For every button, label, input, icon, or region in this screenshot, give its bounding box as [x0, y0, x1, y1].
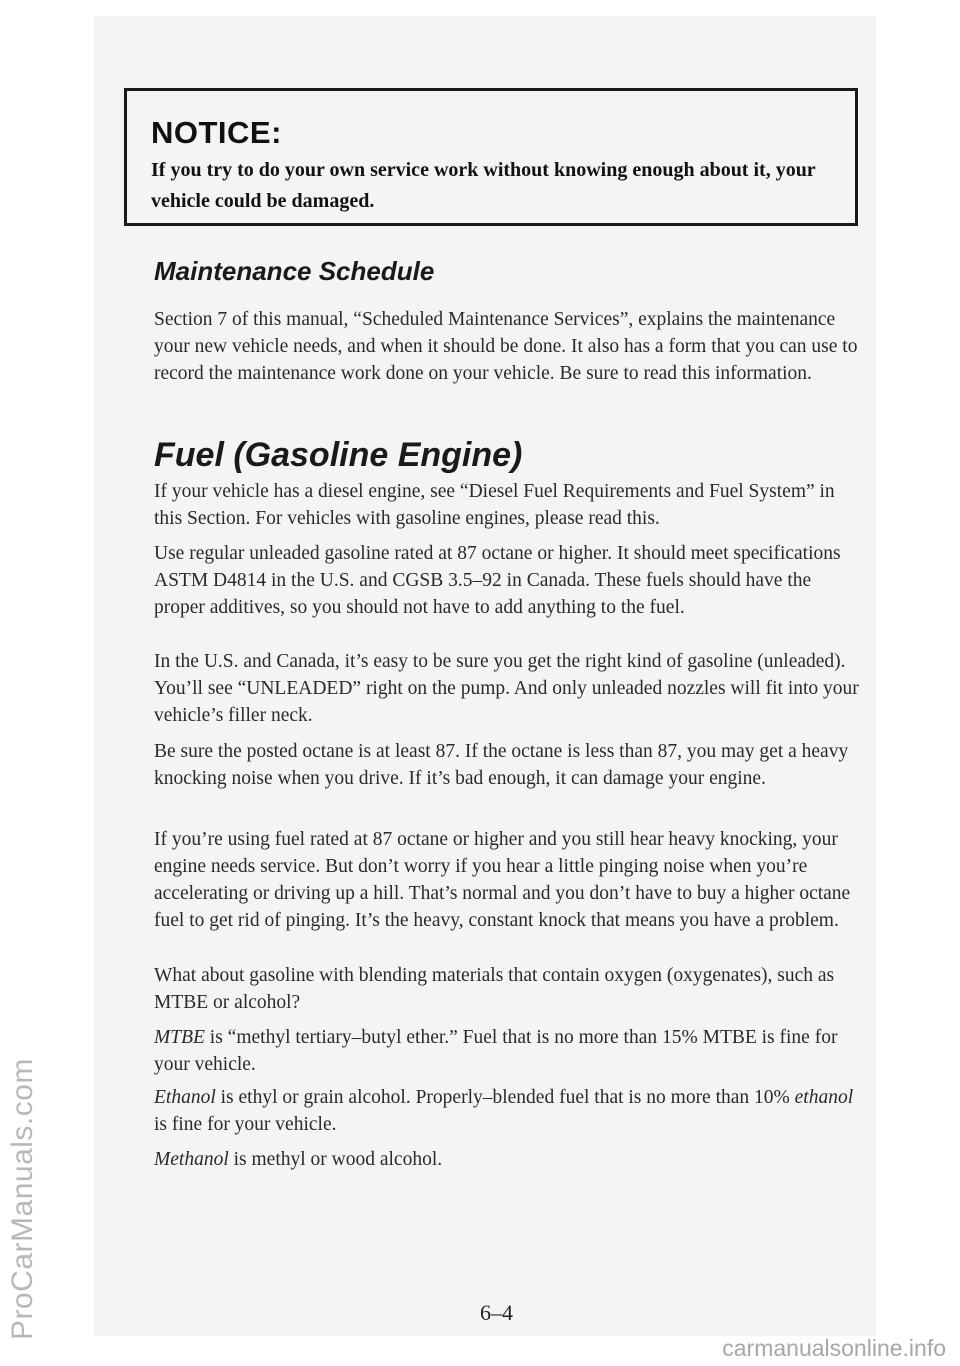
notice-title: NOTICE:	[151, 115, 282, 150]
methanol-text: is methyl or wood alcohol.	[228, 1149, 443, 1170]
page-number: 6–4	[480, 1300, 513, 1325]
ethanol-term: Ethanol	[154, 1087, 216, 1108]
notice-box	[124, 88, 858, 226]
fuel-heading: Fuel (Gasoline Engine)	[154, 436, 523, 474]
maintenance-paragraph: Section 7 of this manual, “Scheduled Maintenance Services”, explains the maintenance your new vehicle needs, and when it should be done. It also has a form that you can use to record the maintenance work done on your vehicle. Be sure to read this information.	[154, 309, 858, 384]
methanol-term: Methanol	[154, 1149, 229, 1170]
ethanol-paragraph	[154, 1084, 860, 1138]
methanol-paragraph	[154, 1146, 860, 1173]
ethanol-text-b: is fine for your vehicle.	[154, 1114, 337, 1135]
mtbe-paragraph	[154, 1024, 860, 1078]
fuel-paragraph-6: What about gasoline with blending materials that contain oxygen (oxygenates), such as MTBE or alcohol?	[154, 965, 835, 1013]
fuel-paragraph-3: In the U.S. and Canada, it’s easy to be sure you get the right kind of gasoline (unleaded). You’ll see “UNLEADED” right on the pump. And only unleaded nozzles will fit into your vehicle’s filler neck.	[154, 651, 859, 726]
mtbe-text: is “methyl tertiary–butyl ether.” Fuel that is no more than 15% MTBE is fine for your vehicle.	[154, 1027, 838, 1075]
side-watermark: ProCarManuals.com	[6, 1058, 39, 1340]
fuel-paragraph-2: Use regular unleaded gasoline rated at 87 octane or higher. It should meet specifications ASTM D4814 in the U.S. and CGSB 3.5–92 in Canada. These fuels should have the proper additives, so you should not have to add anything to the fuel.	[154, 543, 841, 618]
fuel-paragraph-4: Be sure the posted octane is at least 87. If the octane is less than 87, you may get a heavy knocking noise when you drive. If it’s bad enough, it can damage your engine.	[154, 741, 849, 789]
bottom-watermark: carmanualsonline.info	[722, 1335, 946, 1361]
fuel-paragraph-1: If your vehicle has a diesel engine, see “Diesel Fuel Requirements and Fuel System” in this Section. For vehicles with gasoline engines, please read this.	[154, 481, 835, 529]
notice-text: If you try to do your own service work without knowing enough about it, your vehicle could be damaged.	[151, 159, 816, 212]
mtbe-term: MTBE	[154, 1027, 205, 1048]
ethanol-text-a: is ethyl or grain alcohol. Properly–blended fuel that is no more than 10%	[215, 1087, 795, 1108]
ethanol-term-2: ethanol	[794, 1087, 854, 1108]
fuel-paragraph-5: If you’re using fuel rated at 87 octane or higher and you still hear heavy knocking, your engine needs service. But don’t worry if you hear a little pinging noise when you’re accelerating or driving up a hill. That’s normal and you don’t have to buy a higher octane fuel to get rid of pinging. It’s the heavy, constant knock that means you have a problem.	[154, 829, 851, 931]
maintenance-heading: Maintenance Schedule	[154, 256, 435, 286]
